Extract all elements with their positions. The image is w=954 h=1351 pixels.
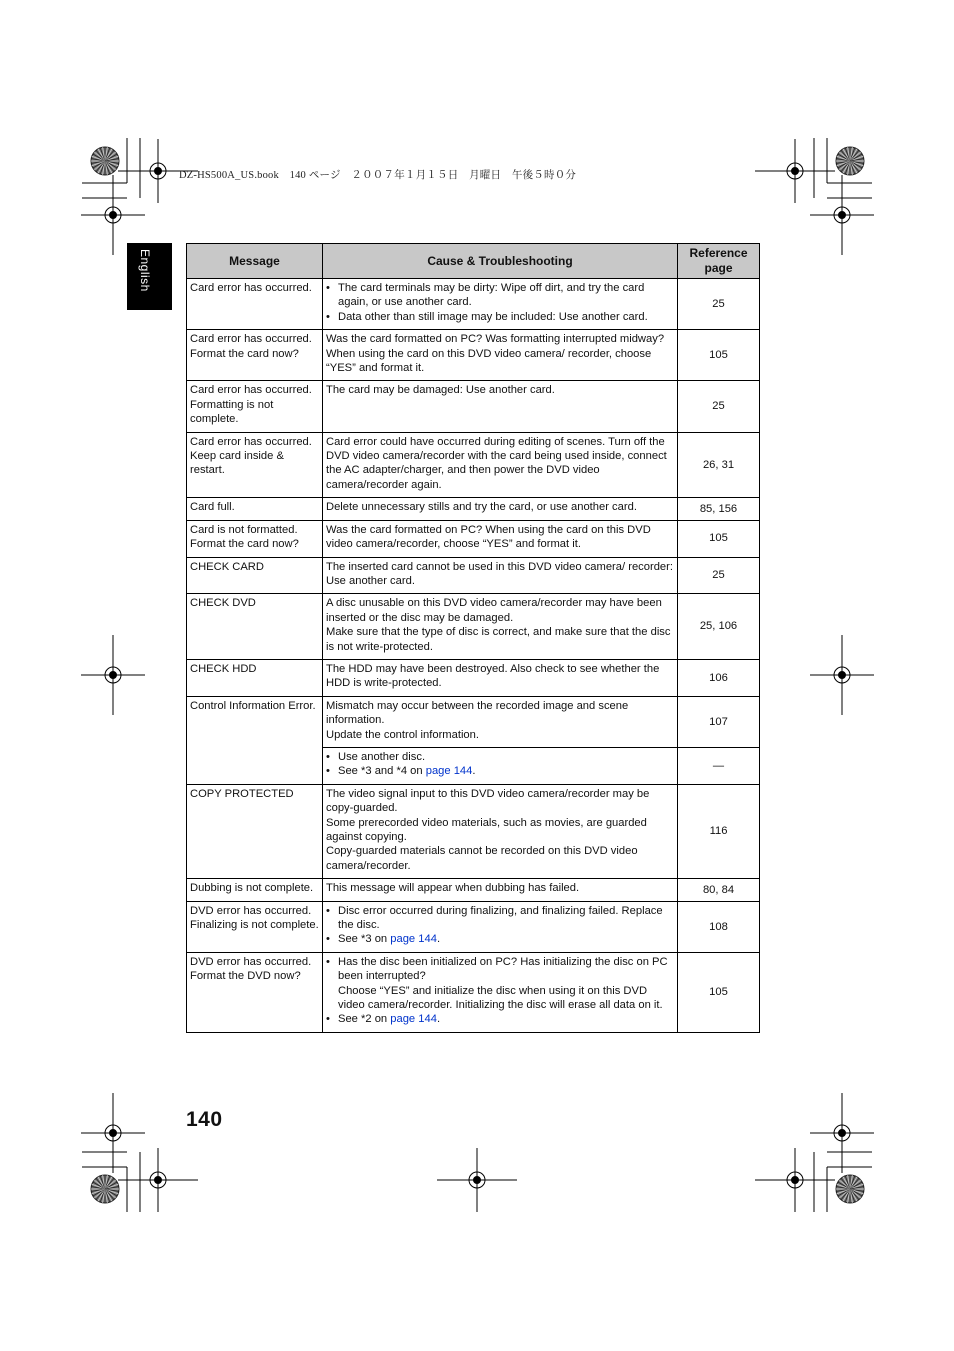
- cause-cell: [323, 784, 678, 878]
- registration-circle-top-right: [835, 146, 865, 176]
- message-cell: CHECK HDD: [187, 659, 323, 696]
- reference-cell: 85, 156: [678, 498, 760, 520]
- page-144-link[interactable]: page 144: [390, 1013, 437, 1026]
- message-cell: COPY PROTECTED: [187, 784, 323, 878]
- cause-cell: The inserted card cannot be used in this DVD video camera/ recorder: Use another card.: [323, 557, 678, 594]
- message-cell: Card is not formatted. Format the card now?: [187, 520, 323, 557]
- reference-cell: 25, 106: [678, 594, 760, 660]
- cause-text: Update the control information.: [326, 728, 479, 741]
- page-144-link[interactable]: page 144: [425, 765, 473, 778]
- message-cell: Dubbing is not complete.: [187, 879, 323, 901]
- cause-cell: This message will appear when dubbing has failed.: [323, 879, 678, 901]
- cause-text: Copy-guarded materials cannot be recorded on this DVD video camera/recorder.: [326, 845, 638, 872]
- reference-cell: —: [678, 747, 760, 784]
- cause-cell: [323, 696, 678, 747]
- cause-bullet-text: Choose “YES” and initialize the disc when using it on this DVD video camera/recorder. Initializing the disc will erase all data on it.: [338, 984, 663, 1012]
- cause-cell: Was the card formatted on PC? Was formatting interrupted midway? When using the card on this DVD video camera/ recorder, choose “YES” and format it.: [323, 330, 678, 381]
- reference-cell: 25: [678, 279, 760, 330]
- period: .: [436, 933, 441, 946]
- message-cell: CHECK CARD: [187, 557, 323, 594]
- cause-bullet-text: See *3 on: [338, 933, 391, 946]
- reference-cell: 26, 31: [678, 432, 760, 498]
- message-cell: Card error has occurred. Keep card inside & restart.: [187, 432, 323, 498]
- message-cell: Card error has occurred. Format the card now?: [187, 330, 323, 381]
- cause-bullet: [326, 955, 674, 1013]
- table-row: [187, 330, 760, 381]
- table-row: [187, 557, 760, 594]
- table-row: [187, 952, 760, 1032]
- cause-text: A disc unusable on this DVD video camera/recorder may have been inserted or the disc may be damaged.: [326, 597, 662, 624]
- cause-bullet: [326, 764, 674, 778]
- cause-cell: The HDD may have been destroyed. Also check to see whether the HDD is write-protected.: [323, 659, 678, 696]
- reference-cell: 107: [678, 696, 760, 747]
- cause-cell: [323, 279, 678, 330]
- table-row: [187, 696, 760, 747]
- table-row: [187, 901, 760, 952]
- message-cell: DVD error has occurred. Format the DVD now?: [187, 952, 323, 1032]
- table-row: [187, 432, 760, 498]
- period: .: [436, 1013, 441, 1026]
- header-reference-page: Reference page: [678, 244, 760, 279]
- reference-cell: 80, 84: [678, 879, 760, 901]
- table-row: [187, 594, 760, 660]
- reference-cell: 105: [678, 330, 760, 381]
- cause-bullet: • Disc error occurred during finalizing, and finalizing failed. Replace the disc.: [326, 904, 674, 933]
- page-144-link[interactable]: page 144: [390, 933, 437, 946]
- language-tab: [127, 243, 172, 310]
- cause-cell: [323, 952, 678, 1032]
- registration-circle-bottom-right: [835, 1174, 865, 1204]
- cause-cell: Card error could have occurred during editing of scenes. Turn off the DVD video camera/recorder with the card being used inside, connect the AC adapter/charger, and then power the DVD video camera/recorder again.: [323, 432, 678, 498]
- cause-bullet-text: • Has the disc been initialized on PC? Has initializing the disc on PC been interrupted?: [338, 955, 668, 983]
- cause-text: Some prerecorded video materials, such as movies, are guarded against copying.: [326, 816, 647, 843]
- header-cause: Cause & Troubleshooting: [323, 244, 678, 279]
- message-cell: Card full.: [187, 498, 323, 520]
- cause-text: The video signal input to this DVD video camera/recorder may be copy-guarded.: [326, 787, 650, 815]
- cause-cell: [323, 747, 678, 784]
- error-message-table: [186, 243, 760, 1033]
- reference-cell: 106: [678, 659, 760, 696]
- table-row: [187, 381, 760, 432]
- cause-bullet: • Use another disc.: [326, 750, 674, 764]
- cause-text: Make sure that the type of disc is correct, and make sure that the disc is not write-protected.: [326, 626, 671, 653]
- registration-circle-top-left: [90, 146, 120, 176]
- reference-cell: 25: [678, 557, 760, 594]
- reference-cell: 105: [678, 520, 760, 557]
- cause-bullet: [326, 1012, 674, 1026]
- table-row: [187, 784, 760, 878]
- table-row: [187, 879, 760, 901]
- message-cell: Control Information Error.: [187, 696, 323, 784]
- table-row: [187, 498, 760, 520]
- language-tab-label: English: [138, 249, 152, 292]
- message-cell: CHECK DVD: [187, 594, 323, 660]
- period: .: [472, 765, 476, 778]
- cause-text: Mismatch may occur between the recorded image and scene information.: [326, 699, 629, 727]
- reference-cell: 108: [678, 901, 760, 952]
- message-cell: Card error has occurred. Formatting is not complete.: [187, 381, 323, 432]
- message-cell: DVD error has occurred. Finalizing is not complete.: [187, 901, 323, 952]
- message-cell: Card error has occurred.: [187, 279, 323, 330]
- print-slug-header: DZ-HS500A_US.book 140 ページ ２００７年１月１５日 月曜日 午後５時０分: [179, 170, 577, 181]
- cause-bullet: • The card terminals may be dirty: Wipe off dirt, and try the card again, or use another card.: [326, 281, 674, 310]
- reference-cell: 105: [678, 952, 760, 1032]
- cause-cell: [323, 901, 678, 952]
- table-row: [187, 279, 760, 330]
- cause-cell: [323, 594, 678, 660]
- page-number: 140: [186, 1108, 223, 1131]
- table-row: [187, 659, 760, 696]
- cause-cell: Was the card formatted on PC? When using the card on this DVD video camera/recorder, choose “YES” and format it.: [323, 520, 678, 557]
- table-row: [187, 520, 760, 557]
- table-header-row: [187, 244, 760, 279]
- header-message: Message: [187, 244, 323, 279]
- cause-bullet: [326, 932, 674, 946]
- cause-bullet-text: See *2 on: [338, 1013, 391, 1026]
- cause-cell: The card may be damaged: Use another card.: [323, 381, 678, 432]
- reference-cell: 25: [678, 381, 760, 432]
- cause-cell: Delete unnecessary stills and try the card, or use another card.: [323, 498, 678, 520]
- cause-bullet: • Data other than still image may be included: Use another card.: [326, 310, 674, 324]
- reference-cell: 116: [678, 784, 760, 878]
- registration-circle-bottom-left: [90, 1174, 120, 1204]
- cause-bullet-text: See *3 and *4 on: [338, 765, 426, 778]
